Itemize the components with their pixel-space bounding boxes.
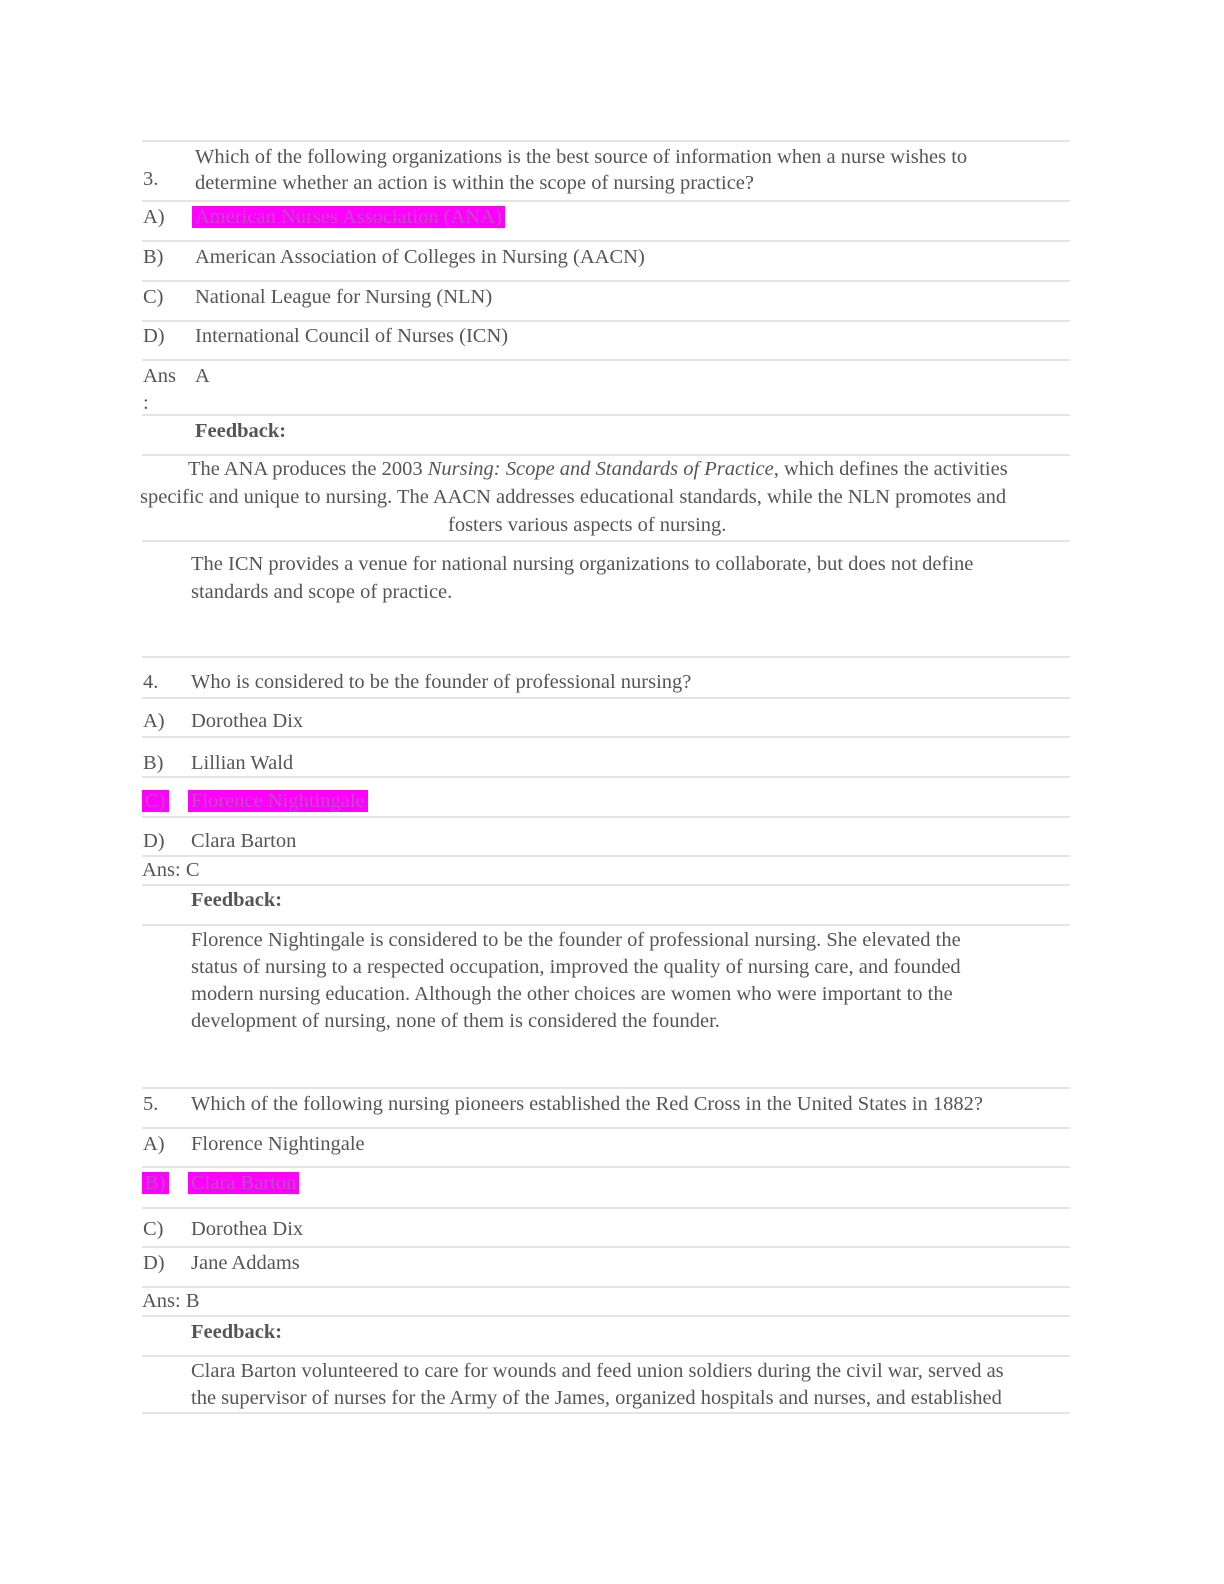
rule	[142, 656, 1070, 658]
answer-highlight: Clara Barton	[188, 1172, 299, 1194]
feedback-text: Clara Barton volunteered to care for wounds and feed union soldiers during the civil war, served as	[191, 1360, 1004, 1382]
question-text: Which of the following organizations is the best source of information when a nurse wishes to	[195, 146, 968, 168]
rule	[142, 140, 1070, 142]
option-letter-correct	[142, 1170, 169, 1197]
question-text: Who is considered to be the founder of professional nursing?	[191, 671, 692, 693]
rule	[142, 1087, 1070, 1089]
question-number: 5.	[143, 1093, 159, 1115]
answer-line: Ans: C	[142, 859, 200, 881]
rule	[142, 816, 1070, 818]
option-letter: B)	[143, 246, 164, 268]
rule	[142, 736, 1070, 738]
answer-highlight: American Nurses Association (ANA)	[192, 206, 505, 228]
answer-label: :	[143, 392, 149, 414]
rule	[142, 884, 1070, 886]
option-text-correct	[188, 788, 368, 815]
feedback-label: Feedback:	[195, 420, 287, 442]
feedback-label: Feedback:	[191, 1321, 283, 1343]
option-text: Clara Barton	[191, 830, 297, 852]
option-text: International Council of Nurses (ICN)	[195, 325, 509, 347]
option-text-correct	[188, 1170, 299, 1197]
feedback-text: modern nursing education. Although the other choices are women who were important to the	[191, 983, 953, 1005]
rule	[142, 1412, 1070, 1414]
answer-line: Ans: B	[142, 1290, 200, 1312]
rule	[142, 776, 1070, 778]
answer-value: A	[195, 365, 210, 387]
rule	[142, 1355, 1070, 1357]
option-letter: A)	[143, 206, 165, 228]
option-letter: C)	[143, 286, 164, 308]
rule	[142, 414, 1070, 416]
option-text: Lillian Wald	[191, 752, 294, 774]
option-letter: A)	[143, 710, 165, 732]
option-text: Jane Addams	[191, 1252, 300, 1274]
book-title: Nursing: Scope and Standards of Practice	[427, 458, 774, 480]
option-letter: A)	[143, 1133, 165, 1155]
rule	[142, 1207, 1070, 1209]
rule	[142, 1286, 1070, 1288]
option-text: Dorothea Dix	[191, 1218, 304, 1240]
answer-highlight: B)	[142, 1172, 169, 1194]
option-text: National League for Nursing (NLN)	[195, 286, 493, 308]
rule	[142, 540, 1070, 542]
rule	[142, 697, 1070, 699]
question-number: 4.	[143, 671, 159, 693]
feedback-text: the supervisor of nurses for the Army of the James, organized hospitals and nurses, and established	[191, 1387, 1002, 1409]
option-text: Dorothea Dix	[191, 710, 304, 732]
rule	[142, 1246, 1070, 1248]
feedback-text: The ICN provides a venue for national nursing organizations to collaborate, but does not define	[191, 553, 974, 575]
option-text: Florence Nightingale	[191, 1133, 365, 1155]
rule	[142, 359, 1070, 361]
question-text: Which of the following nursing pioneers established the Red Cross in the United States in 1882?	[191, 1093, 983, 1115]
feedback-text: The ANA produces the 2003 Nursing: Scope and Standards of Practice, which defines the activities	[188, 458, 1008, 480]
option-text-correct	[192, 204, 505, 231]
feedback-text: development of nursing, none of them is considered the founder.	[191, 1010, 720, 1032]
feedback-text: status of nursing to a respected occupation, improved the quality of nursing care, and founded	[191, 956, 961, 978]
option-letter: C)	[143, 1218, 164, 1240]
rule	[142, 1315, 1070, 1317]
question-text: determine whether an action is within the scope of nursing practice?	[195, 172, 754, 194]
feedback-label: Feedback:	[191, 889, 283, 911]
rule	[142, 1127, 1070, 1129]
feedback-text: fosters various aspects of nursing.	[448, 514, 727, 536]
option-text: American Association of Colleges in Nursing (AACN)	[195, 246, 645, 268]
option-letter: D)	[143, 830, 165, 852]
feedback-text: specific and unique to nursing. The AACN addresses educational standards, while the NLN promotes and	[140, 486, 1007, 508]
feedback-text: Florence Nightingale is considered to be the founder of professional nursing. She elevated the	[191, 929, 961, 951]
option-letter: D)	[143, 325, 165, 347]
rule	[142, 320, 1070, 322]
option-letter: D)	[143, 1252, 165, 1274]
rule	[142, 200, 1070, 202]
option-letter: B)	[143, 752, 164, 774]
answer-label: Ans	[143, 365, 177, 387]
answer-highlight: C)	[142, 790, 169, 812]
option-letter-correct	[142, 788, 169, 815]
rule	[142, 924, 1070, 926]
rule	[142, 855, 1070, 857]
rule	[142, 240, 1070, 242]
feedback-text: standards and scope of practice.	[191, 581, 453, 603]
question-number: 3.	[143, 168, 159, 190]
answer-highlight: Florence Nightingale	[188, 790, 368, 812]
rule	[142, 280, 1070, 282]
rule	[142, 1166, 1070, 1168]
